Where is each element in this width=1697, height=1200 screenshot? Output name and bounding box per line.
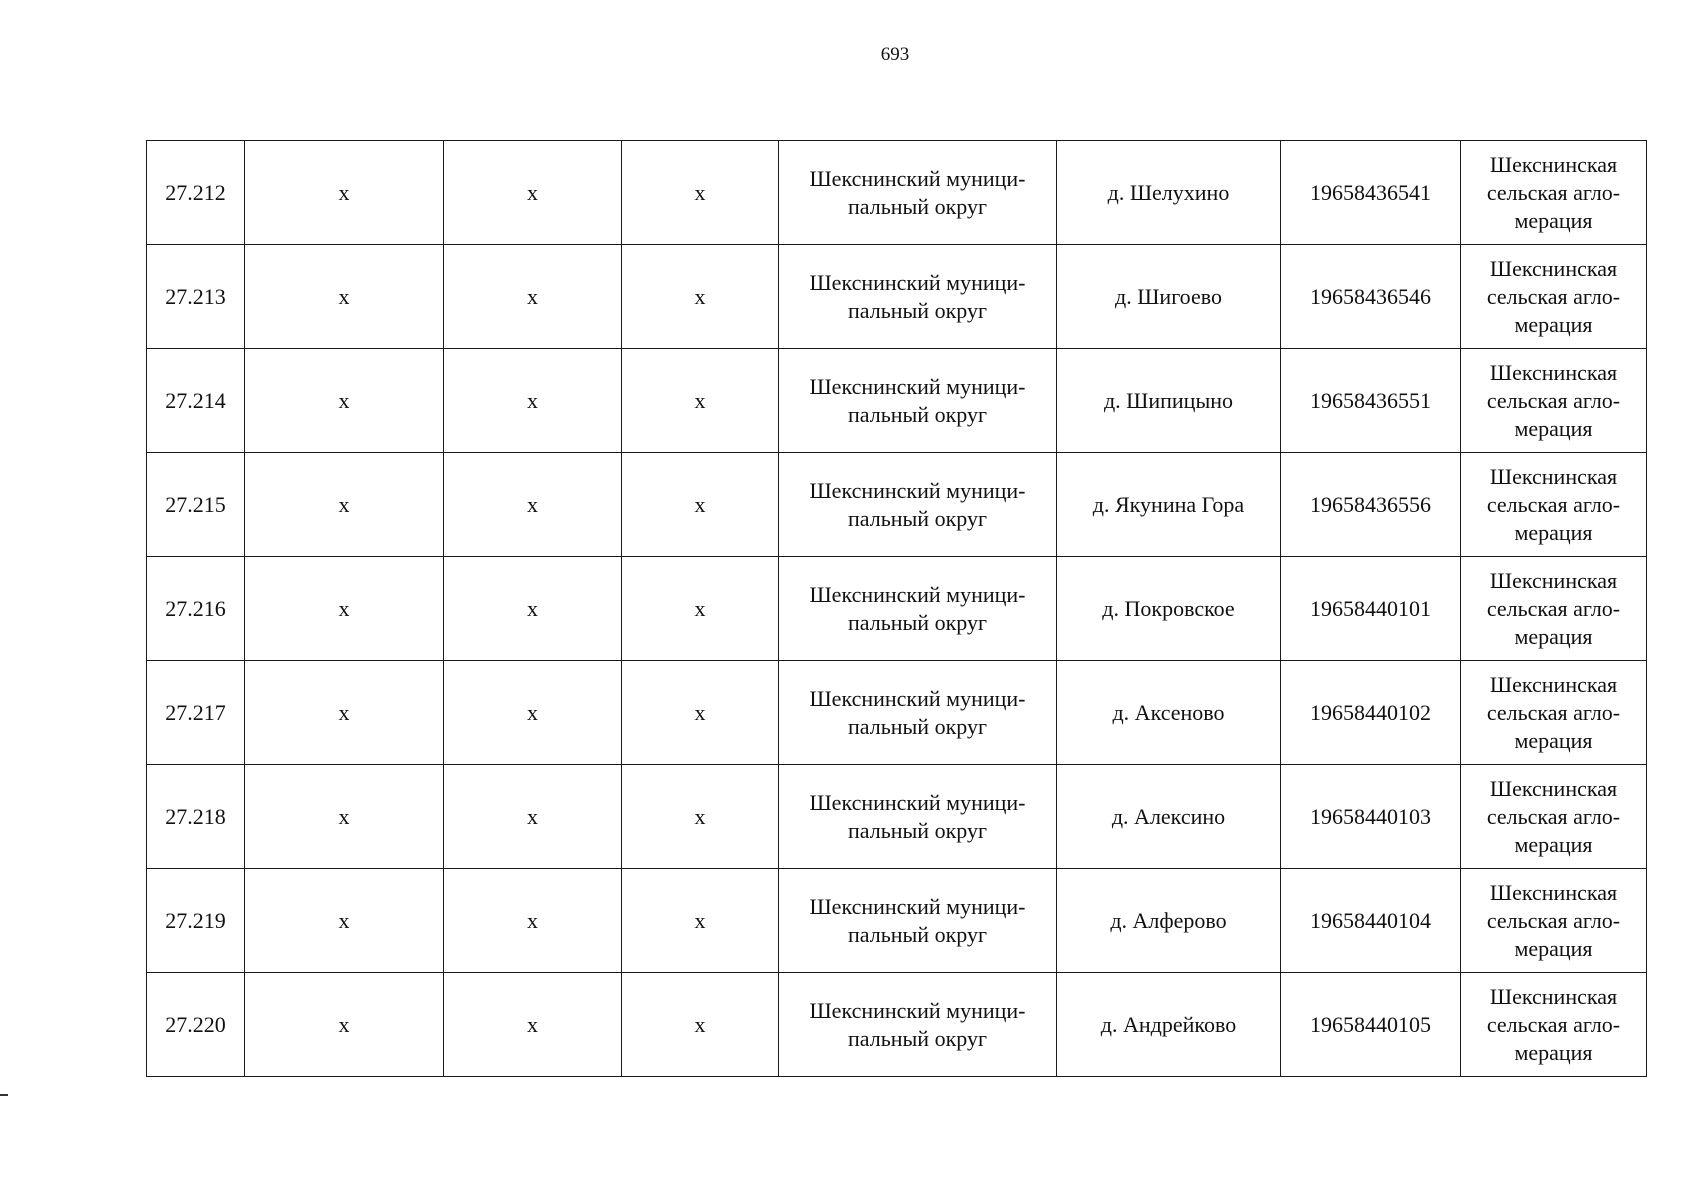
agglomeration-cell: Шекснинская сельская агло-мерация: [1461, 141, 1647, 245]
x-cell: х: [622, 349, 779, 453]
x-cell: х: [622, 141, 779, 245]
row-number-cell: 27.215: [147, 453, 245, 557]
settlement-cell: д. Шигоево: [1057, 245, 1281, 349]
table-row: [147, 245, 1647, 349]
page-number: 693: [880, 44, 910, 65]
table-row: [147, 661, 1647, 765]
x-cell: х: [245, 557, 444, 661]
x-cell: х: [444, 557, 622, 661]
municipality-cell: Шекснинский муници-пальный округ: [779, 973, 1057, 1077]
row-number-cell: 27.217: [147, 661, 245, 765]
x-cell: х: [622, 661, 779, 765]
x-cell: х: [444, 661, 622, 765]
registry-table: [146, 140, 1647, 1077]
oktmo-code-cell: 19658436551: [1281, 349, 1461, 453]
table-row: [147, 973, 1647, 1077]
municipality-cell: Шекснинский муници-пальный округ: [779, 661, 1057, 765]
agglomeration-cell: Шекснинская сельская агло-мерация: [1461, 349, 1647, 453]
row-number-cell: 27.218: [147, 765, 245, 869]
row-number-cell: 27.213: [147, 245, 245, 349]
settlement-cell: д. Аксеново: [1057, 661, 1281, 765]
oktmo-code-cell: 19658436546: [1281, 245, 1461, 349]
x-cell: х: [622, 557, 779, 661]
municipality-cell: Шекснинский муници-пальный округ: [779, 557, 1057, 661]
x-cell: х: [622, 453, 779, 557]
agglomeration-cell: Шекснинская сельская агло-мерация: [1461, 765, 1647, 869]
oktmo-code-cell: 19658440102: [1281, 661, 1461, 765]
table-row: [147, 453, 1647, 557]
agglomeration-cell: Шекснинская сельская агло-мерация: [1461, 453, 1647, 557]
x-cell: х: [245, 453, 444, 557]
margin-mark: [0, 1094, 8, 1096]
x-cell: х: [245, 349, 444, 453]
settlement-cell: д. Андрейково: [1057, 973, 1281, 1077]
x-cell: х: [245, 869, 444, 973]
x-cell: х: [622, 973, 779, 1077]
x-cell: х: [622, 245, 779, 349]
oktmo-code-cell: 19658436541: [1281, 141, 1461, 245]
x-cell: х: [245, 973, 444, 1077]
table-row: [147, 765, 1647, 869]
settlement-cell: д. Шелухино: [1057, 141, 1281, 245]
agglomeration-cell: Шекснинская сельская агло-мерация: [1461, 661, 1647, 765]
table-row: [147, 349, 1647, 453]
oktmo-code-cell: 19658440104: [1281, 869, 1461, 973]
municipality-cell: Шекснинский муници-пальный округ: [779, 349, 1057, 453]
x-cell: х: [444, 765, 622, 869]
x-cell: х: [444, 869, 622, 973]
x-cell: х: [245, 245, 444, 349]
settlement-cell: д. Якунина Гора: [1057, 453, 1281, 557]
table-row: [147, 869, 1647, 973]
municipality-cell: Шекснинский муници-пальный округ: [779, 765, 1057, 869]
agglomeration-cell: Шекснинская сельская агло-мерация: [1461, 973, 1647, 1077]
agglomeration-cell: Шекснинская сельская агло-мерация: [1461, 869, 1647, 973]
oktmo-code-cell: 19658440101: [1281, 557, 1461, 661]
x-cell: х: [622, 869, 779, 973]
x-cell: х: [245, 661, 444, 765]
x-cell: х: [444, 141, 622, 245]
x-cell: х: [444, 453, 622, 557]
municipality-cell: Шекснинский муници-пальный округ: [779, 245, 1057, 349]
x-cell: х: [622, 765, 779, 869]
x-cell: х: [444, 973, 622, 1077]
oktmo-code-cell: 19658440105: [1281, 973, 1461, 1077]
municipality-cell: Шекснинский муници-пальный округ: [779, 869, 1057, 973]
agglomeration-cell: Шекснинская сельская агло-мерация: [1461, 557, 1647, 661]
settlement-cell: д. Алферово: [1057, 869, 1281, 973]
settlement-cell: д. Алексино: [1057, 765, 1281, 869]
municipality-cell: Шекснинский муници-пальный округ: [779, 453, 1057, 557]
table-row: [147, 141, 1647, 245]
row-number-cell: 27.212: [147, 141, 245, 245]
settlement-cell: д. Шипицыно: [1057, 349, 1281, 453]
x-cell: х: [444, 349, 622, 453]
row-number-cell: 27.220: [147, 973, 245, 1077]
oktmo-code-cell: 19658436556: [1281, 453, 1461, 557]
settlement-cell: д. Покровское: [1057, 557, 1281, 661]
table-row: [147, 557, 1647, 661]
municipality-cell: Шекснинский муници-пальный округ: [779, 141, 1057, 245]
row-number-cell: 27.219: [147, 869, 245, 973]
row-number-cell: 27.214: [147, 349, 245, 453]
agglomeration-cell: Шекснинская сельская агло-мерация: [1461, 245, 1647, 349]
row-number-cell: 27.216: [147, 557, 245, 661]
x-cell: х: [444, 245, 622, 349]
x-cell: х: [245, 765, 444, 869]
x-cell: х: [245, 141, 444, 245]
oktmo-code-cell: 19658440103: [1281, 765, 1461, 869]
